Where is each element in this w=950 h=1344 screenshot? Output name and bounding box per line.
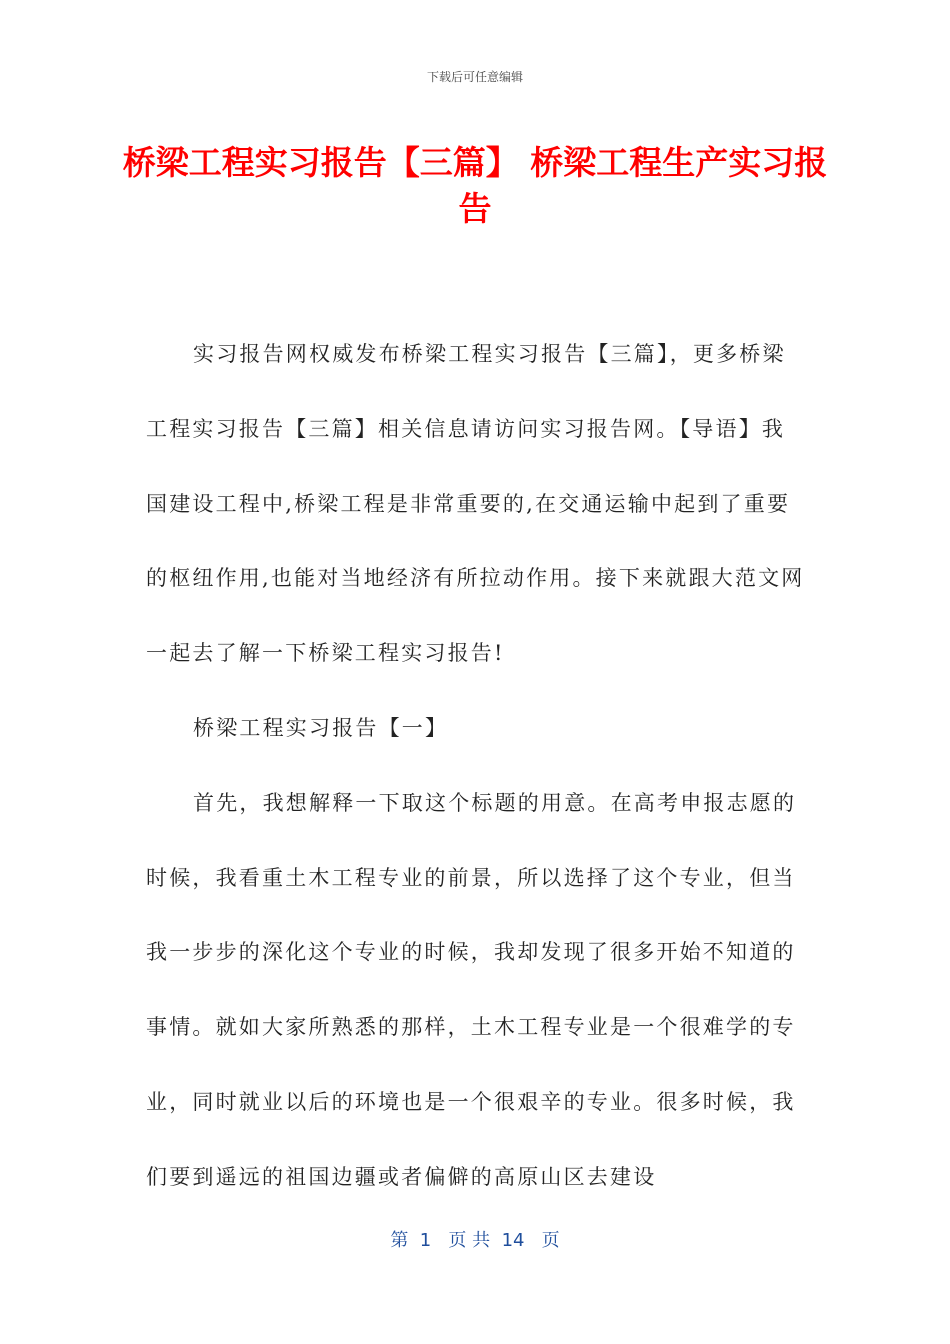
header-note: 下载后可任意编辑 (426, 70, 523, 84)
paragraph-section-heading: 桥梁工程实习报告【一】 (193, 715, 449, 740)
document-body (146, 317, 806, 1215)
page-number-footer: 第 1 页 共 14 页 (390, 1230, 560, 1251)
document-title: 桥梁工程实习报告【三篇】 桥梁工程生产实习报告 (122, 143, 828, 228)
paragraph-body: 首先，我想解释一下取这个标题的用意。在高考申报志愿的时候，我看重土木工程专业的前景，所以选择了这个专业，但当我一步步的深化这个专业的时候，我却发现了很多开始不知道的事情。就如大家所熟悉的那样，土木工程专业是一个很难学的专业，同时就业以后的环境也是一个很艰辛的专业。很多时候，我们要到遥远的祖国边疆或者偏僻的高原山区去建设 (146, 790, 797, 1189)
paragraph-intro: 实习报告网权威发布桥梁工程实习报告【三篇】，更多桥梁工程实习报告【三篇】相关信息请访问实习报告网。【导语】我国建设工程中,桥梁工程是非常重要的,在交通运输中起到了重要的枢纽作用,也能对当地经济有所拉动作用。接下来就跟大范文网一起去了解一下桥梁工程实习报告! (146, 342, 805, 666)
